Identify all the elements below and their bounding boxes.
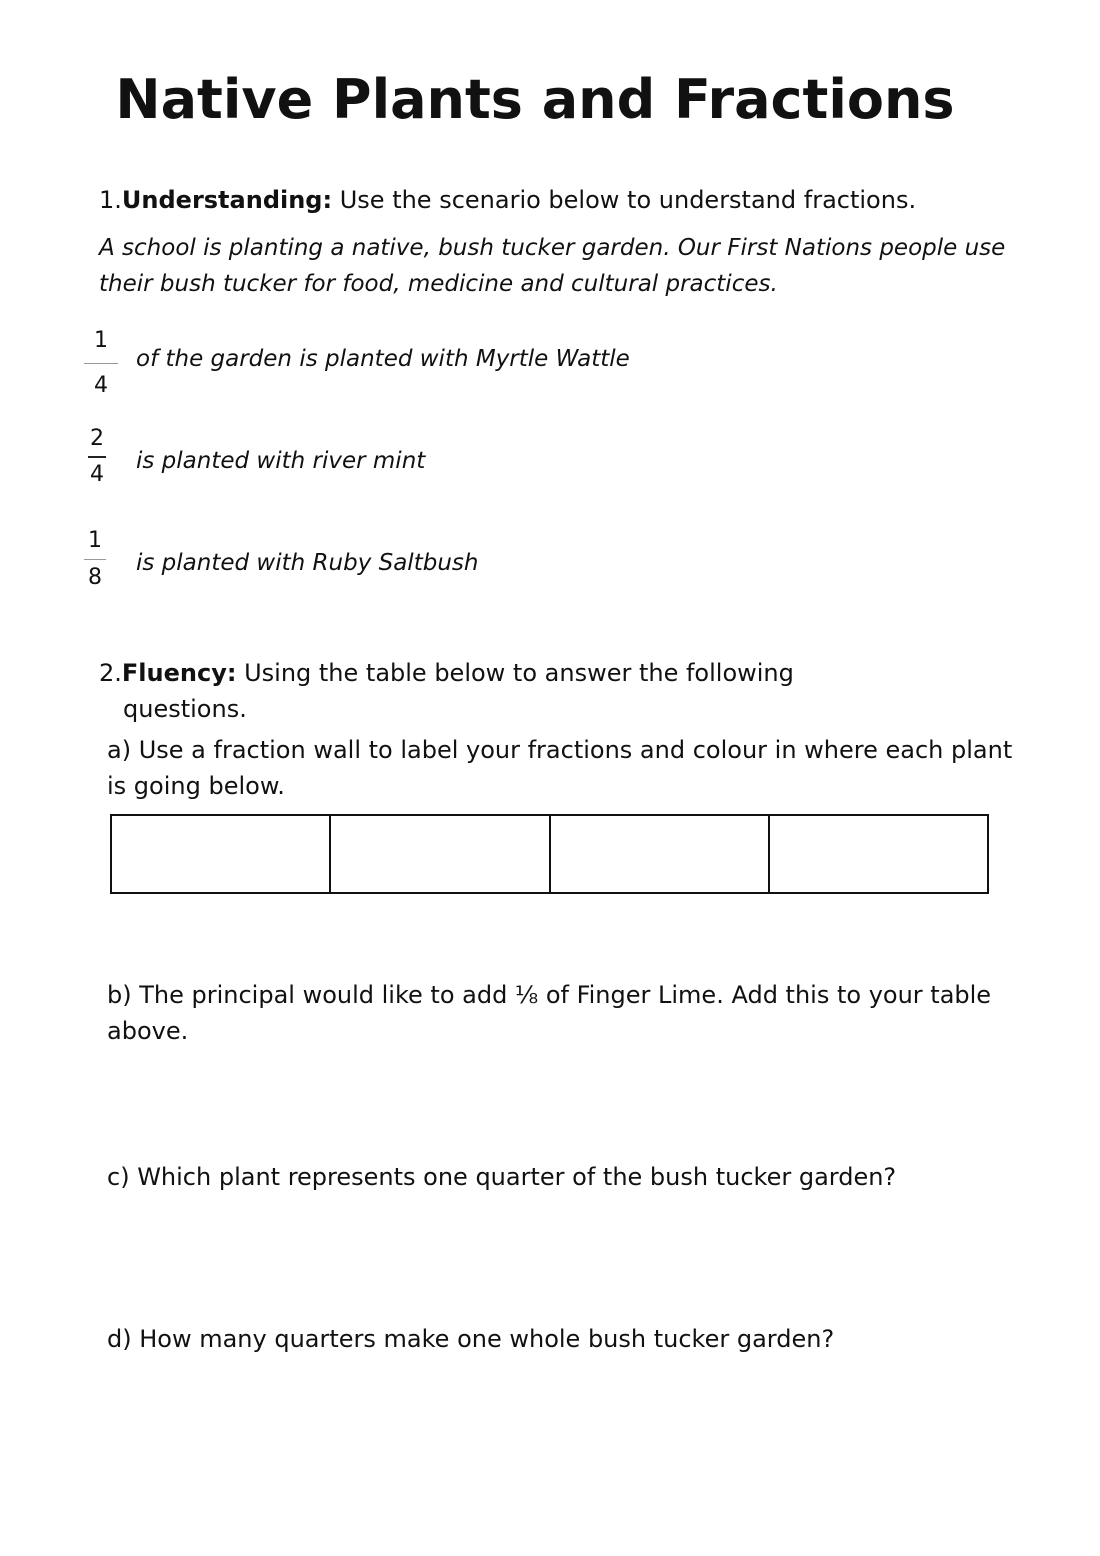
fraction-description: of the garden is planted with Myrtle Wattle [136, 346, 630, 372]
question-1-label: Understanding: [121, 186, 333, 214]
fraction-item-myrtle-wattle [84, 328, 784, 408]
fraction-numerator: 2 [90, 426, 104, 451]
scenario-text: A school is planting a native, bush tucker garden. Our First Nations people use their bush tucker for food, medicine and cultural practices. [99, 235, 1006, 297]
fraction-numerator: 1 [94, 328, 108, 353]
question-2-heading [99, 655, 859, 727]
question-2-number: 2. [99, 659, 122, 687]
fraction-denominator: 4 [94, 373, 108, 398]
worksheet-title: Native Plants and Fractions [115, 68, 955, 131]
question-2-text: Using the table below to answer the following [236, 659, 794, 687]
fraction-numerator: 1 [88, 528, 102, 553]
fraction-description: is planted with river mint [136, 448, 426, 474]
fraction-item-river-mint [84, 426, 784, 506]
question-2a: a) Use a fraction wall to label your fractions and colour in where each plant is going below. [107, 736, 1013, 800]
fraction-wall-table[interactable] [110, 814, 989, 894]
question-2c: c) Which plant represents one quarter of the bush tucker garden? [107, 1163, 897, 1191]
question-1-heading [99, 182, 916, 218]
fraction-wall-cell[interactable] [551, 816, 770, 892]
fraction-one-eighth [78, 528, 112, 591]
fraction-bar [84, 559, 106, 560]
fraction-wall-cell[interactable] [770, 816, 987, 892]
fraction-item-ruby-saltbush [84, 528, 784, 608]
fraction-denominator: 8 [88, 565, 102, 590]
fraction-bar [88, 456, 106, 458]
question-2-label: Fluency: [121, 659, 237, 687]
fraction-denominator: 4 [90, 462, 104, 487]
question-2d: d) How many quarters make one whole bush tucker garden? [107, 1325, 835, 1353]
fraction-one-quarter [84, 328, 118, 399]
fraction-bar [84, 363, 118, 364]
fraction-wall-cell[interactable] [112, 816, 331, 892]
fraction-description: is planted with Ruby Saltbush [136, 550, 479, 576]
fraction-two-quarters [80, 426, 114, 488]
fraction-wall-cell[interactable] [331, 816, 550, 892]
question-1-number: 1. [99, 186, 122, 214]
question-1-text: Use the scenario below to understand fractions. [332, 186, 917, 214]
question-2b: b) The principal would like to add ⅛ of Finger Lime. Add this to your table above. [107, 981, 992, 1045]
question-2-text-continued: questions. [123, 695, 247, 723]
